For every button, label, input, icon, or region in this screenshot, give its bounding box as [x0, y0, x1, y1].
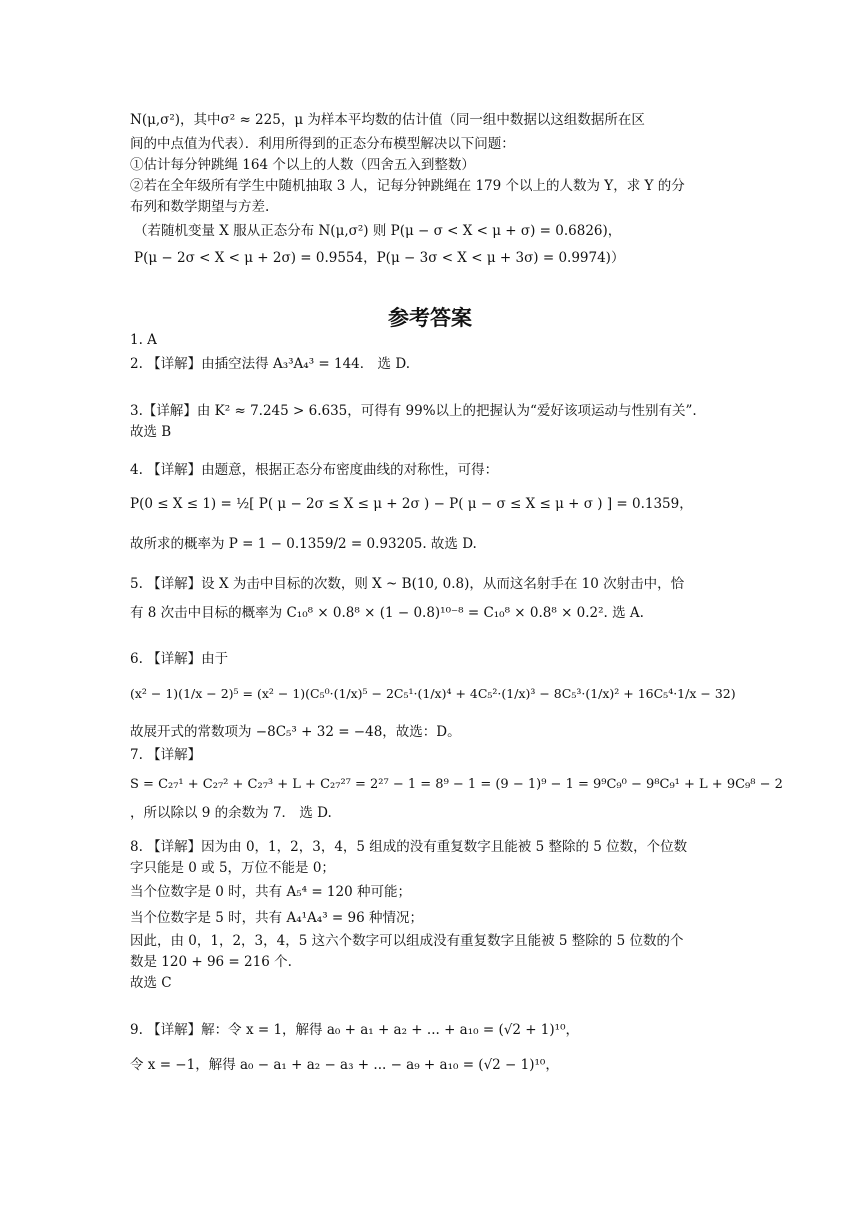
answer-8-line-7: 故选 C — [130, 975, 172, 991]
intro-line-2: 间的中点值为代表）．利用所得到的正态分布模型解决以下问题： — [130, 136, 515, 152]
intro-line-7: P(μ − 2σ < X < μ + 2σ) = 0.9554，P(μ − 3σ < X < μ + 3σ) = 0.9974)） — [134, 250, 625, 266]
answer-6-line-2: (x² − 1)(1/x − 2)⁵ = (x² − 1)(C₅⁰·(1/x)⁵ − 2C₅¹·(1/x)⁴ + 4C₅²·(1/x)³ − 8C₅³·(1/x)² + 16C₅⁴·1/x − 32) — [130, 686, 736, 701]
answer-6-line-1: 6. 【详解】由于 — [130, 651, 229, 667]
answer-8-line-6: 数是 120 + 96 = 216 个. — [130, 954, 292, 970]
answer-8-line-1: 8. 【详解】因为由 0，1，2，3，4，5 组成的没有重复数字且能被 5 整除的 5 位数，个位数 — [130, 839, 688, 855]
answer-7-line-2: S = C₂₇¹ + C₂₇² + C₂₇³ + L + C₂₇²⁷ = 2²⁷ − 1 = 8⁹ − 1 = (9 − 1)⁹ − 1 = 9⁹C₉⁰ − 9⁸C₉¹ + L + 9C₉⁸ − 2 — [130, 777, 783, 792]
answer-8-line-5: 因此，由 0，1，2，3，4，5 这六个数字可以组成没有重复数字且能被 5 整除的 5 位数的个 — [130, 933, 684, 949]
answer-4-line-3: 故所求的概率为 P = 1 − 0.1359/2 = 0.93205. 故选 D. — [130, 536, 477, 552]
answer-7-line-1: 7. 【详解】 — [130, 747, 202, 763]
answer-8-line-2: 字只能是 0 或 5，万位不能是 0； — [130, 860, 335, 876]
intro-line-1: N(μ,σ²)，其中σ² ≈ 225，μ 为样本平均数的估计值（同一组中数据以这组数据所在区 — [130, 112, 645, 128]
answer-5-line-1: 5. 【详解】设 X 为击中目标的次数，则 X ~ B(10, 0.8)，从而这名射手在 10 次射击中，恰 — [130, 576, 685, 592]
answer-8-line-3: 当个位数字是 0 时，共有 A₅⁴ = 120 种可能； — [130, 884, 411, 900]
intro-line-3: ①估计每分钟跳绳 164 个以上的人数（四舍五入到整数） — [130, 157, 475, 173]
answer-9-line-2: 令 x = −1，解得 a₀ − a₁ + a₂ − a₃ + ... − a₉ + a₁₀ = (√2 − 1)¹⁰， — [130, 1057, 559, 1073]
answers-heading: 参考答案 — [388, 306, 472, 330]
answer-8-line-4: 当个位数字是 5 时，共有 A₄¹A₄³ = 96 种情况； — [130, 910, 423, 926]
answer-1: 1. A — [130, 332, 157, 348]
answer-4-line-1: 4. 【详解】由题意，根据正态分布密度曲线的对称性，可得： — [130, 462, 499, 478]
answer-5-line-2: 有 8 次击中目标的概率为 C₁₀⁸ × 0.8⁸ × (1 − 0.8)¹⁰⁻⁸ = C₁₀⁸ × 0.8⁸ × 0.2². 选 A. — [130, 605, 644, 621]
intro-line-6: （若随机变量 X 服从正态分布 N(μ,σ²) 则 P(μ − σ < X < μ + σ) = 0.6826)， — [134, 223, 622, 239]
answer-2: 2. 【详解】由插空法得 A₃³A₄³ = 144． 选 D. — [130, 356, 410, 372]
answer-3-line-2: 故选 B — [130, 424, 172, 440]
intro-line-5: 布列和数学期望与方差. — [130, 199, 270, 215]
answer-4-line-2: P(0 ≤ X ≤ 1) = ½[ P( μ − 2σ ≤ X ≤ μ + 2σ ) − P( μ − σ ≤ X ≤ μ + σ ) ] = 0.1359， — [130, 496, 693, 512]
answer-6-line-3: 故展开式的常数项为 −8C₅³ + 32 = −48，故选：D。 — [130, 724, 461, 740]
answer-7-line-3: ，所以除以 9 的余数为 7． 选 D. — [130, 805, 332, 821]
answer-9-line-1: 9. 【详解】解：令 x = 1，解得 a₀ + a₁ + a₂ + ... + a₁₀ = (√2 + 1)¹⁰， — [130, 1022, 579, 1038]
answer-3-line-1: 3.【详解】由 K² ≈ 7.245 > 6.635，可得有 99%以上的把握认为“爱好该项运动与性别有关”. — [130, 403, 697, 419]
intro-line-4: ②若在全年级所有学生中随机抽取 3 人，记每分钟跳绳在 179 个以上的人数为 Y，求 Y 的分 — [130, 178, 685, 194]
